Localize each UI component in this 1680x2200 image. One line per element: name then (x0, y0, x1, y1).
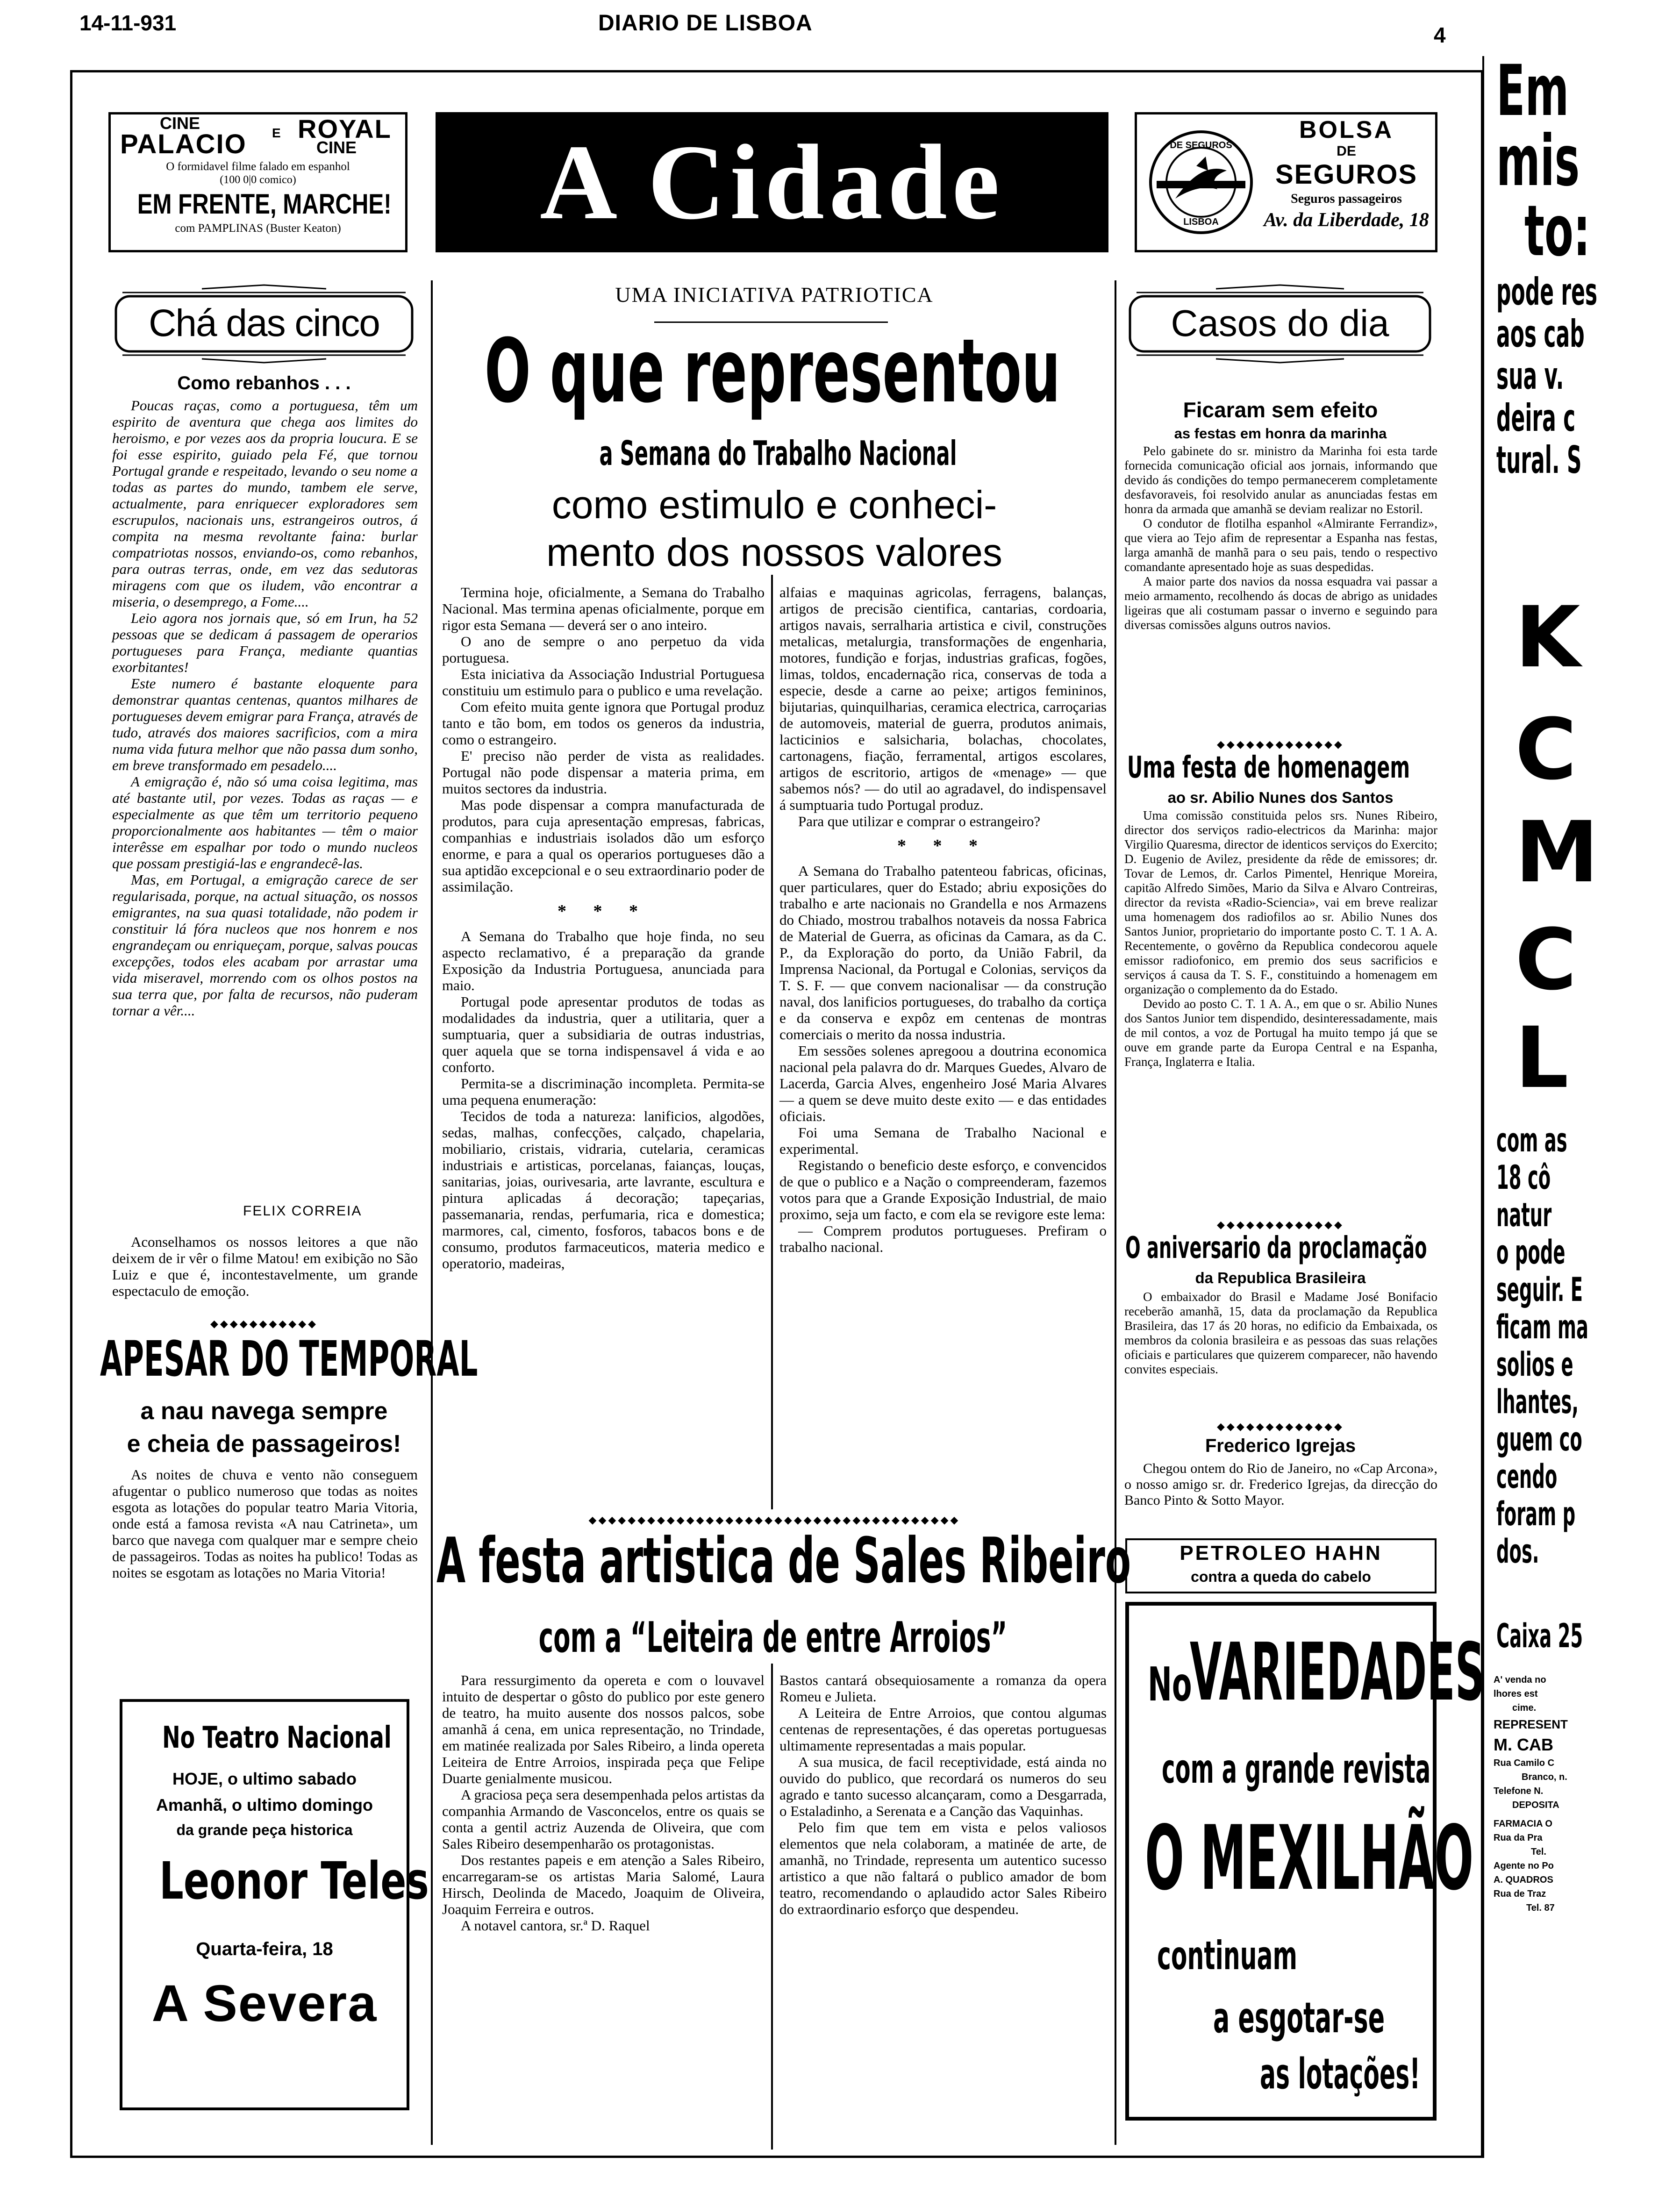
article-paragraph: Pelo fim que tem em vista e pelos valiosos elementos que nela colaboram, a matinée de arte, de amanhã, no Trindade, representa um autentico sucesso artistico a que não faltará o publico amador de bom teatro, recomendando o aplaudido actor Sales Ribeiro do extraordinario esforço que despendeu. (779, 1819, 1107, 1917)
article-nau-catrineta (112, 1466, 418, 1581)
seal-text-bottom: LISBOA (1183, 217, 1219, 227)
article-paragraph: Termina hoje, oficialmente, a Semana do Trabalho Nacional. Mas termina apenas oficialmente, porque em rigor esta Semana — deverá ser o ano inteiro. (442, 584, 765, 633)
edge-small: Rua de Traz (1494, 1889, 1546, 1899)
edge-letter: M (1515, 804, 1599, 901)
edge-big-3: to: (1524, 191, 1590, 272)
edge-line: deira c (1496, 396, 1576, 440)
edge-big-1: Em (1496, 50, 1569, 132)
festa-headline: A festa artistica de Sales Ribeiro (436, 1524, 1131, 1597)
seal-text-top: DE SEGUROS (1170, 140, 1232, 150)
edge-small: DEPOSITA (1512, 1800, 1559, 1810)
edge-line: com as (1496, 1121, 1567, 1159)
edge-line: ficam ma (1496, 1308, 1588, 1346)
section-stars: * * * (558, 901, 649, 921)
article-frederico-igrejas (1124, 1461, 1437, 1508)
variedades-line-3: com a grande revista (1162, 1746, 1431, 1793)
variedades-continuam: continuam (1157, 1933, 1298, 1979)
article-paragraph: Este numero é bastante eloquente para demonstrar quantas centenas, quantos milhares de portugueses devem emigrar para França, através de tudo, através dos maiores sacrificios, com a mira numa vida futura melhor que não passa dum sonho, em breve transformado em pesadelo.... (112, 675, 418, 773)
cine-label-2: CINE (316, 138, 357, 157)
variedades-no: No (1148, 1657, 1192, 1712)
page-date: 14-11-931 (79, 11, 177, 35)
article-paragraph: Leio agora nos jornais que, só em Irun, ha 52 pessoas que se dedicam á passagem de operarios portugueses para França, mediante quantias exorbitantes! (112, 610, 418, 675)
article-semana-left (442, 584, 765, 1271)
article-paragraph: A sua musica, de facil receptividade, está ainda no ouvido do publico, que recordará os numeros do seu agrado e tanto sucesso alcançaram, como a Desgarrada, o Estaladinho, a Serenata e a Canção das Vaquinhas. (779, 1754, 1107, 1819)
edge-frame-rule (1482, 56, 1484, 2158)
headline-aniversario-sub: da Republica Brasileira (1195, 1269, 1366, 1286)
edge-small: FARMACIA O (1494, 1819, 1552, 1829)
teatro-line-2: Amanhã, o ultimo domingo (156, 1795, 373, 1814)
edge-line: lhantes, (1496, 1383, 1579, 1421)
article-paragraph: Poucas raças, como a portuguesa, têm um espirito de aventura que chega aos limites do heroismo, e por vezes aos da propria loucura. E se foi esse espirito, guiado pela Fé, que tornou Portugal grande e respeitado, levando o seu nome a todas as partes do mundo, tambem ele serve, actualmente, para enriquecer exploradores sem escrupulos, nacionais uns, estrangeiros outros, á compita na mesma revoltante faina: burlar compatriotas nossos, enviando-os, como rebanhos, para outras terras, onde, em vez das sedutoras miragens com que os iludem, vão encontrar a miseria, o desemprego, a Fome.... (112, 397, 418, 610)
edge-line: cendo (1496, 1457, 1558, 1496)
petroleo-hahn-ad (1125, 1538, 1437, 1593)
edge-line: solios e (1496, 1345, 1573, 1384)
main-subheadline-3: mento dos nossos valores (546, 530, 1002, 574)
divider-dots: ◆◆◆◆◆◆◆◆◆◆◆◆◆◆◆◆◆◆◆◆◆◆◆◆◆◆◆◆◆◆◆◆◆◆◆◆◆◆ (588, 1514, 960, 1526)
article-paragraph: Para ressurgimento da opereta e com o louvavel intuito de despertar o gôsto do publico por este genero de teatro, ha muito ausente dos nossos palcos, sobe amanhã á cena, em unica representação, no Trindade, em matinée realizada por Sales Ribeiro, a linda opereta Leiteira de Entre Arroios, inspirada peça que Felipe Duarte genialmente musicou. (442, 1672, 765, 1786)
article-semana-right (779, 584, 1107, 1255)
headline-ficaram-sub: as festas em honra da marinha (1174, 425, 1387, 442)
bolsa-address: Av. da Liberdade, 18 (1264, 209, 1429, 231)
article-paragraph: Registando o beneficio deste esforço, e convencidos de que o publico e a Nação o compreenderam, fazemos votos para que a Grande Exposição Industrial, de maio proximo, seja um facto, e com ela se revigore este lema: (779, 1157, 1107, 1222)
masthead-title: A Cidade (540, 122, 1004, 242)
play-leonor-teles: Leonor Teles (159, 1851, 429, 1911)
article-paragraph: Uma comissão constituida pelos srs. Nunes Ribeiro, director dos serviços radio-electricos da Marinha: major Virgilio Quaresma, director de identicos serviços do Exercito; D. Eugenio de Avilez, presidente da rêde de emissores; dr. Tovar de Lemos, dr. Carlos Pimentel, Henrique Moreira, capitão Alfredo Simões, Mario da Silva e Alvaro Contreiras, director da revista «Radio-Sciencia», vai em breve realizar uma homenagem dos radiofilos ao sr. Abilio Nunes dos Santos Junior, proprietario do importante posto C. T. 1 A. A. Recentemente, o govêrno da Republica condecorou aquele emissor radiofonico, em premio dos seus sacrificios e serviços á causa da T. S. F., constituindo a homenagem em organização o complemento da do Estado. (1124, 808, 1437, 996)
column-rule-1 (431, 280, 433, 2145)
article-paragraph: Esta iniciativa da Associação Industrial Portuguesa constituiu um estimulo para o publico e uma revelação. (442, 666, 765, 699)
edge-line: o pode (1496, 1233, 1566, 1271)
article-paragraph: Mas pode dispensar a compra manufacturada de produtos, para cuja apresentação empresas, fabricas, companhias e industriais isolados dão um esforço enorme, e para a qual os operarios portugueses dão a sua aptidão excepcional e o seu extraordinario poder de assimilação. (442, 797, 765, 895)
article-paragraph: Em sessões solenes apregoou a doutrina economica nacional pela palavra do dr. Marques Guedes, Alvaro de Lacerda, Garcia Alves, engenheiro José Maria Alvares — a quem se deve muito deste exito — e das entidades oficiais. (779, 1043, 1107, 1124)
variedades-esgotar: a esgotar-se (1213, 1993, 1385, 2043)
teatro-nacional-ad (120, 1699, 429, 2110)
article-paragraph: A maior parte dos navios da nossa esquadra vai passar a meio armamento, recolhendo ás docas de abrigo as unidades ligeiras que ali costumam passar o inverno e seguindo para diversas comissões alguns outros navios. (1124, 574, 1437, 632)
bolsa-ad (1135, 112, 1437, 252)
article-paragraph: As noites de chuva e vento não conseguem afugentar o publico numeroso que todas as noites esgota as lotações do popular teatro Maria Vitoria, onde está a famosa revista «A nau Catrineta», um barco que navega com qualquer mar e sempre cheio de passageiros. Todas as noites ha publico! Todas as noites se esgotam as lotações no Maria Vitoria! (112, 1466, 418, 1581)
variedades-name: VARIEDADES (1190, 1626, 1485, 1719)
divider-dots: ◆◆◆◆◆◆◆◆◆◆◆◆◆ (1217, 738, 1344, 750)
edge-small: Rua Camilo C (1494, 1758, 1555, 1768)
article-paragraph: Dos restantes papeis e em atenção a Sales Ribeiro, encarregaram-se os artistas Maria Salomé, Laura Hirsch, Deolinda de Macedo, Joaquim de Oliveira, Joaquim Ferreira e outros. (442, 1852, 765, 1917)
column-rule-2 (771, 575, 773, 1509)
divider-dots: ◆◆◆◆◆◆◆◆◆◆◆◆◆ (1217, 1219, 1344, 1230)
page-number: 4 (1434, 23, 1446, 47)
article-paragraph: Permita-se a discriminação incompleta. Permita-se uma pequena enumeração: (442, 1075, 765, 1108)
headline-sub-1: a nau navega sempre (140, 1398, 388, 1425)
edge-small: Tel. (1531, 1847, 1546, 1857)
teatro-title: No Teatro Nacional (162, 1721, 392, 1755)
article-paragraph: A Semana do Trabalho patenteou fabricas, oficinas, quer particulares, quer do Estado; abriu exposições do trabalho e arte nacionais no Grandella e nos Armazens do Chiado, mostrou trabalhos notaveis da nossa Fabrica de Material de Guerra, as oficinas da Camara, as da C. P., da Exploração do porto, da União Fabril, da Imprensa Nacional, da Portugal e Colonias, serviços da T. S. F. — que convem nacionalisar — da construção naval, dos lanificios portugueses, do trabalho da cortiça e da conserva e expôz em centenas de montras comerciais o merito da nossa industria. (779, 863, 1107, 1043)
article-paragraph: O ano de sempre o ano perpetuo da vida portuguesa. (442, 633, 765, 666)
cinema-name-palacio: PALACIO (120, 129, 247, 159)
main-subheadline-1: a Semana do Trabalho Nacional (599, 434, 957, 473)
article-rebanhos (112, 397, 418, 1019)
article-paragraph: Pelo gabinete do sr. ministro da Marinha foi esta tarde fornecida comunicação oficial aos jornais, informando que devido ás condições do tempo permanecerem completamente desfavoraveis, foi resolvido anular as anunciadas festas em honra da armada que amanhã se deviam realizar no Estoril. (1124, 444, 1437, 516)
article-festa-right (779, 1672, 1107, 1917)
play-a-severa: A Severa (151, 1975, 378, 2032)
article-paragraph: Bastos cantará obsequiosamente a romanza da opera Romeu e Julieta. (779, 1672, 1107, 1705)
edge-letter: L (1515, 1009, 1569, 1107)
insurance-seal-icon (1147, 129, 1255, 236)
conjunction: E (272, 126, 281, 140)
masthead (436, 112, 1108, 252)
edge-small: Telefone N. (1494, 1786, 1544, 1796)
edge-small: REPRESENT (1494, 1717, 1568, 1731)
edge-letter: C (1515, 701, 1577, 799)
edge-small: Branco, n. (1522, 1772, 1567, 1782)
divider-dots: ◆◆◆◆◆◆◆◆◆◆◆ (210, 1318, 318, 1329)
rubric-cha-das-cinco (108, 284, 420, 366)
headline-aniversario: O aniversario da proclamação (1125, 1231, 1427, 1265)
article-paragraph: O condutor de flotilha espanhol «Almirante Ferrandiz», que viera ao Tejo afim de representar a Espanha nas festas, larga amanhã de manhã para o seu pais, tendo o respectivo comandante apresentado hoje as suas despedidas. (1124, 516, 1437, 574)
edge-small: cime. (1512, 1703, 1537, 1713)
main-headline: O que representou (484, 320, 1061, 422)
edge-caixa: Caixa 25 (1496, 1617, 1583, 1655)
edge-line: pode res (1496, 270, 1598, 314)
article-paragraph: Para que utilizar e comprar o estrangeiro? (798, 813, 1041, 829)
cinema-name-royal: ROYAL (298, 114, 392, 143)
article-paragraph: Com efeito muita gente ignora que Portugal produz tanto e tão bom, em todos os generos da industria, como o estrangeiro. (442, 699, 765, 748)
column-rule-3 (1115, 280, 1116, 2145)
edge-line: dos. (1496, 1532, 1539, 1571)
cinema-line-1: O formidavel filme falado em espanhol (166, 160, 350, 173)
article-paragraph: Mas, em Portugal, a emigração carece de ser regularisada, porque, na actual situação, os nossos emigrantes, na sua quasi totalidade, não podem ir constituir lá fóra nucleos que nos honrem e nos engrandeçam ou enriqueçam, porque, salvas poucas excepções, todos eles acabam por arrastar uma vida miseravel, morrendo com os olhos postos na sua terra que, por falta de recursos, não puderam tornar a vêr.... (112, 871, 418, 1019)
edge-fragment (1487, 50, 1599, 2187)
edge-letter: K (1515, 589, 1580, 686)
edge-line: seguir. E (1496, 1271, 1583, 1309)
edge-small: A. QUADROS (1494, 1875, 1553, 1885)
film-credit: com PAMPLINAS (Buster Keaton) (175, 222, 341, 235)
bolsa-line-1: BOLSA (1299, 116, 1394, 143)
edge-line: guem co (1496, 1420, 1582, 1458)
headline-apesar-do-temporal: APESAR DO TEMPORAL (100, 1330, 478, 1387)
article-paragraph: — Comprem produtos portugueses. Prefiram o trabalho nacional. (779, 1222, 1107, 1255)
bolsa-line-4: Seguros passageiros (1291, 192, 1402, 206)
edge-small: A' venda no (1494, 1675, 1546, 1685)
edge-line: foram p (1496, 1495, 1576, 1533)
edge-line: natur (1496, 1196, 1552, 1234)
kicker: UMA INICIATIVA PATRIOTICA (615, 283, 934, 307)
article-paragraph: A graciosa peça sera desempenhada pelos artistas da companhia Armando de Vasconcelos, entre os quais se conta a gentil actriz Auzenda de Oliveira, que com Sales Ribeiro desempenharão os protagonistas. (442, 1786, 765, 1852)
edge-small: Agente no Po (1494, 1861, 1554, 1871)
film-note-text: Aconselhamos os nossos leitores a que não deixem de ir vêr o filme Matou! em exibição no São Luiz e que é, incontestavelmente, um grande espectaculo de emoção. (112, 1234, 418, 1299)
article-paragraph: A Semana do Trabalho que hoje finda, no seu aspecto reclamativo, é a preparação da grande Exposição da Industria Portuguesa, anunciada para maio. (442, 928, 765, 993)
section-stars: * * * (897, 836, 989, 856)
article-paragraph: Portugal pode apresentar produtos de todas as modalidades da industria, quer a utilitaria, quer a sumptuaria, quer a subsidiaria de outras industrias, quer aquela que se torna indispensavel á vida e ao conforto. (442, 993, 765, 1075)
edge-small: Tel. 87 (1526, 1903, 1555, 1913)
rubric-casos-do-dia (1122, 284, 1437, 366)
edge-small: M. CAB (1494, 1735, 1553, 1754)
festa-subheadline: com a “Leiteira de entre Arroios” (538, 1613, 1008, 1662)
headline-ficaram-sem-efeito: Ficaram sem efeito (1183, 398, 1378, 422)
article-marinha (1124, 444, 1437, 632)
article-heading-rebanhos: Como rebanhos . . . (177, 373, 351, 393)
article-festa-left (442, 1672, 765, 1934)
edge-line: sua v. (1496, 354, 1564, 398)
teatro-line-1: HOJE, o ultimo sabado (172, 1769, 357, 1788)
article-signature: FELIX CORREIA (243, 1203, 362, 1219)
bolsa-line-3: SEGUROS (1275, 159, 1418, 190)
article-paragraph: Foi uma Semana de Trabalho Nacional e experimental. (779, 1124, 1107, 1157)
article-paragraph: O embaixador do Brasil e Madame José Bonifacio receberão amanhã, 15, data da proclamação da Republica Brasileira, das 17 ás 20 horas, no edificio da Embaixada, os membros da colonia brasileira e as pessoas das suas relações oficiais e particulares que quizerem comparecer, não havendo convites especiais. (1124, 1290, 1437, 1376)
edge-small: lhores est (1494, 1689, 1538, 1699)
hahn-subtitle: contra a queda do cabelo (1191, 1568, 1371, 1585)
article-republica-brasileira (1124, 1290, 1437, 1377)
column-rule-4 (771, 1664, 773, 2150)
article-paragraph: A Leiteira de Entre Arroios, que contou algumas centenas de representações, é das operetas portuguesas ultimamente representadas a mais popular. (779, 1705, 1107, 1754)
article-paragraph: alfaias e maquinas agricolas, ferragens, balanças, artigos de precisão cientifica, cantarias, cordoaria, artigos navais, serralharia artistica e civil, construções metalicas, metalurgia, transformações de engenharia, motores, fundição e forjas, industrias graficas, fogões, limas, toldos, encadernação rica, conservas de toda a especie, desde a carne ao peixe; artigos femininos, bijutarias, quinquilharias, ceramica electrica, carroçarias de automoveis, material de guerra, produtos animais, lacticinios e salsicharia, bolachas, chocolates, cartonagens, fiação, ferramental, artigos escolares, artigos de escritorio, artigos de «menage» — que sabemos nós? — do util ao agradavel, do indispensavel á sumptuaria tudo Portugal produz. (779, 584, 1107, 813)
edge-line: 18 cô (1496, 1158, 1551, 1197)
teatro-line-3: da grande peça historica (176, 1821, 353, 1838)
variedades-ad (1125, 1602, 1485, 2121)
article-homenagem (1124, 808, 1437, 1069)
edge-big-2: mis (1496, 121, 1580, 202)
article-paragraph: Chegou ontem do Rio de Janeiro, no «Cap Arcona», o nosso amigo sr. dr. Frederico Igrejas, da direcção do Banco Pinto & Sotto Mayor. (1124, 1461, 1437, 1508)
newspaper-name: DIARIO DE LISBOA (598, 11, 813, 36)
edge-small: Rua da Pra (1494, 1833, 1543, 1843)
revista-o-mexilhao: O MEXILHÃO (1145, 1807, 1474, 1910)
main-subheadline-2: como estimulo e conheci- (551, 483, 997, 527)
film-note (112, 1234, 418, 1299)
cine-label-1: CINE (160, 114, 200, 133)
hahn-title: PETROLEO HAHN (1180, 1542, 1382, 1564)
cinema-ad (108, 112, 407, 252)
rubric-title: Chá das cinco (149, 302, 379, 344)
cinema-line-2: (100 0|0 comico) (220, 174, 296, 186)
edge-line: tural. S (1496, 438, 1582, 482)
edge-letter: C (1515, 911, 1577, 1009)
article-paragraph: Tecidos de toda a natureza: lanificios, algodões, sedas, malhas, confecções, calçado, chapelaria, mobiliario, cristais, vidraria, cutelaria, ceramicas industriais e artisticas, porcelanas, faianças, louças, sanitarias, joias, ourivesaria, arte lavrante, escultura e pintura aplicadas á decoração; tapeçarias, passemanaria, rendas, perfumaria, rica e domestica; marmores, cal, cimento, fosforos, tabacos bons e de consumo, produtos farmaceuticos, materia medico e operatorio, madeiras, (442, 1108, 765, 1271)
headline-sub-2: e cheia de passageiros! (127, 1430, 401, 1457)
variedades-lotacoes: as lotações! (1260, 2050, 1421, 2099)
headline-frederico-igrejas: Frederico Igrejas (1205, 1436, 1356, 1456)
bolsa-line-2: DE (1337, 143, 1356, 159)
teatro-date: Quarta-feira, 18 (196, 1939, 333, 1959)
divider-dots: ◆◆◆◆◆◆◆◆◆◆◆◆◆ (1217, 1421, 1344, 1432)
edge-line: aos cab (1496, 312, 1585, 356)
article-paragraph: E' preciso não perder de vista as realidades. Portugal não pode dispensar a materia prima, em muitos sectores da industria. (442, 748, 765, 797)
article-paragraph: A emigração é, não só uma coisa legitima, mas até bastante util, por vezes. Todas as raças — e especialmente as que têm um territorio pequeno proporcionalmente aos habitantes — têm o maior interêsse em espalhar por todo o mundo nucleos que possam prestigiá-las e engrandecê-las. (112, 773, 418, 871)
article-paragraph: A notavel cantora, sr.ª D. Raquel (461, 1917, 650, 1934)
film-title: EM FRENTE, MARCHE! (137, 188, 392, 220)
headline-homenagem-sub: ao sr. Abilio Nunes dos Santos (1167, 789, 1394, 806)
headline-festa-homenagem: Uma festa de homenagem (1127, 750, 1410, 785)
article-paragraph: Devido ao posto C. T. 1 A. A., em que o sr. Abilio Nunes dos Santos Junior tem dispendido, desinteressadamente, mais de mil contos, a voz de Portugal ha muito tempo já que se ouve em grande parte da Europa Central e na Espanha, França, Inglaterra e Italia. (1124, 997, 1437, 1069)
rubric-title: Casos do dia (1171, 302, 1389, 344)
